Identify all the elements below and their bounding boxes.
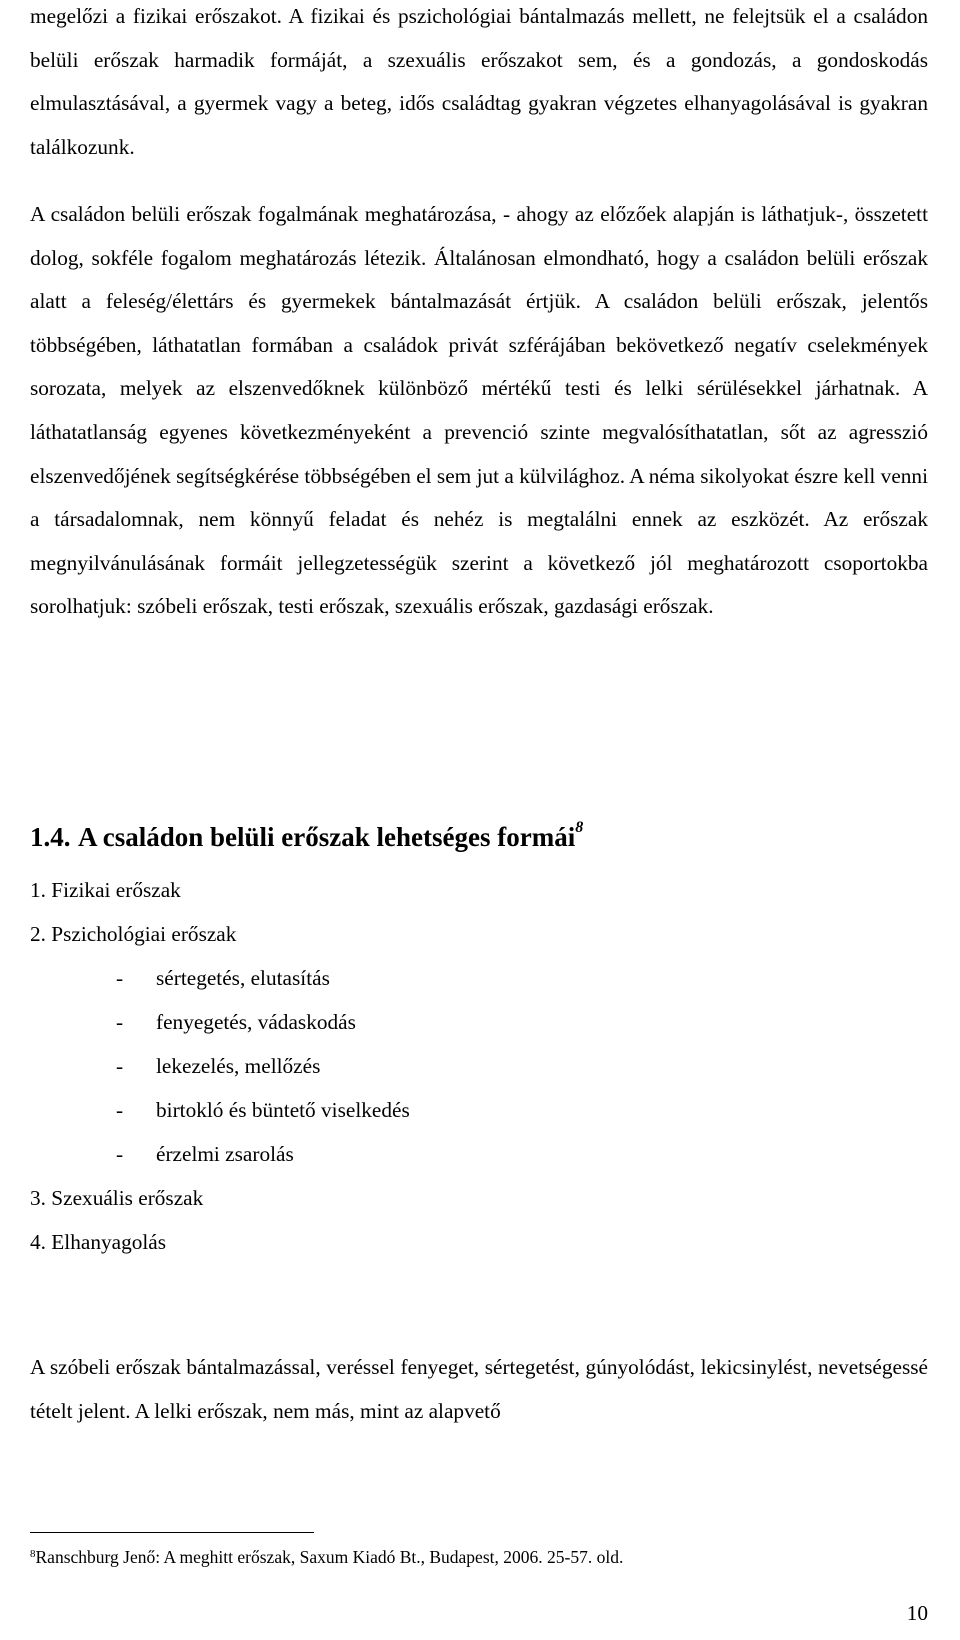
sub-list-item-text: sértegetés, elutasítás xyxy=(156,966,330,990)
paragraph-definition: A családon belüli erőszak fogalmának meghatározása, - ahogy az előzőek alapján is láthatjuk-, összetett dolog, sokféle fogalom meghatározás létezik. Általánosan elmondható, hogy a családon belüli erőszak alatt a feleség/élettárs és gyermekek bántalmazását értjük. A családon belüli erőszak, jelentős többségében, láthatatlan formában a családok privát szférájában bekövetkező negatív cselekmények sorozata, melyek az elszenvedőknek különböző mértékű testi és lelki sérülésekkel járhatnak. A láthatatlanság egyenes következményeként a prevenció szinte megvalósíthatatlan, sőt az agresszió elszenvedőjének segítségkérése többségében el sem jut a külvilághoz. A néma sikolyokat észre kell venni a társadalomnak, nem könnyű feladat és nehéz is megtalálni ennek az eszközét. Az erőszak megnyilvánulásának formáit jellegzetességük szerint a következő jól meghatározott csoportokba sorolhatjuk: szóbeli erőszak, testi erőszak, szexuális erőszak, gazdasági erőszak. xyxy=(30,202,928,619)
sub-list-item-text: birtokló és büntető viselkedés xyxy=(156,1098,410,1122)
footnote-reference[interactable]: 8 xyxy=(575,819,584,836)
dash-bullet: - xyxy=(116,1142,124,1166)
dash-bullet: - xyxy=(116,1010,124,1034)
footnote-text: Ranschburg Jenő: A meghitt erőszak, Saxum Kiadó Bt., Budapest, 2006. 25-57. old. xyxy=(35,1547,624,1567)
page-number: 10 xyxy=(906,1601,928,1625)
forms-list xyxy=(30,868,928,1264)
footnote-marker: 8 xyxy=(30,1548,36,1560)
section-heading xyxy=(30,812,928,862)
section-number: 1.4. xyxy=(30,822,71,852)
dash-bullet: - xyxy=(116,1098,124,1122)
list-item-neglect: 4. Elhanyagolás xyxy=(30,1230,167,1254)
sub-list-item-text: érzelmi zsarolás xyxy=(156,1142,294,1166)
list-item-psychological: 2. Pszichológiai erőszak xyxy=(30,922,237,946)
footnote-separator xyxy=(30,1532,314,1533)
dash-bullet: - xyxy=(116,1054,124,1078)
sub-list-item-text: lekezelés, mellőzés xyxy=(156,1054,321,1078)
sub-list-item xyxy=(30,1132,928,1176)
section-title: A családon belüli erőszak lehetséges formái xyxy=(78,822,576,852)
paragraph-verbal-violence: A szóbeli erőszak bántalmazással, veréssel fenyeget, sértegetést, gúnyolódást, lekicsinylést, nevetségessé tételt jelent. A lelki erőszak, nem más, mint az alapvető xyxy=(30,1355,928,1423)
sub-list-item xyxy=(30,1000,928,1044)
sub-list-item xyxy=(30,956,928,1000)
sub-list-item xyxy=(30,1088,928,1132)
dash-bullet: - xyxy=(116,966,124,990)
paragraph-intro: megelőzi a fizikai erőszakot. A fizikai és pszichológiai bántalmazás mellett, ne felejtsük el a családon belüli erőszak harmadik formáját, a szexuális erőszakot sem, és a gondozás, a gondoskodás elmulasztásával, a gyermek vagy a beteg, idős családtag gyakran végzetes elhanyagolásával is gyakran találkozunk. xyxy=(30,4,928,159)
sub-list-item-text: fenyegetés, vádaskodás xyxy=(156,1010,356,1034)
sub-list-item xyxy=(30,1044,928,1088)
footnote xyxy=(30,1545,623,1569)
list-item-sexual: 3. Szexuális erőszak xyxy=(30,1186,204,1210)
list-item-physical: 1. Fizikai erőszak xyxy=(30,878,181,902)
